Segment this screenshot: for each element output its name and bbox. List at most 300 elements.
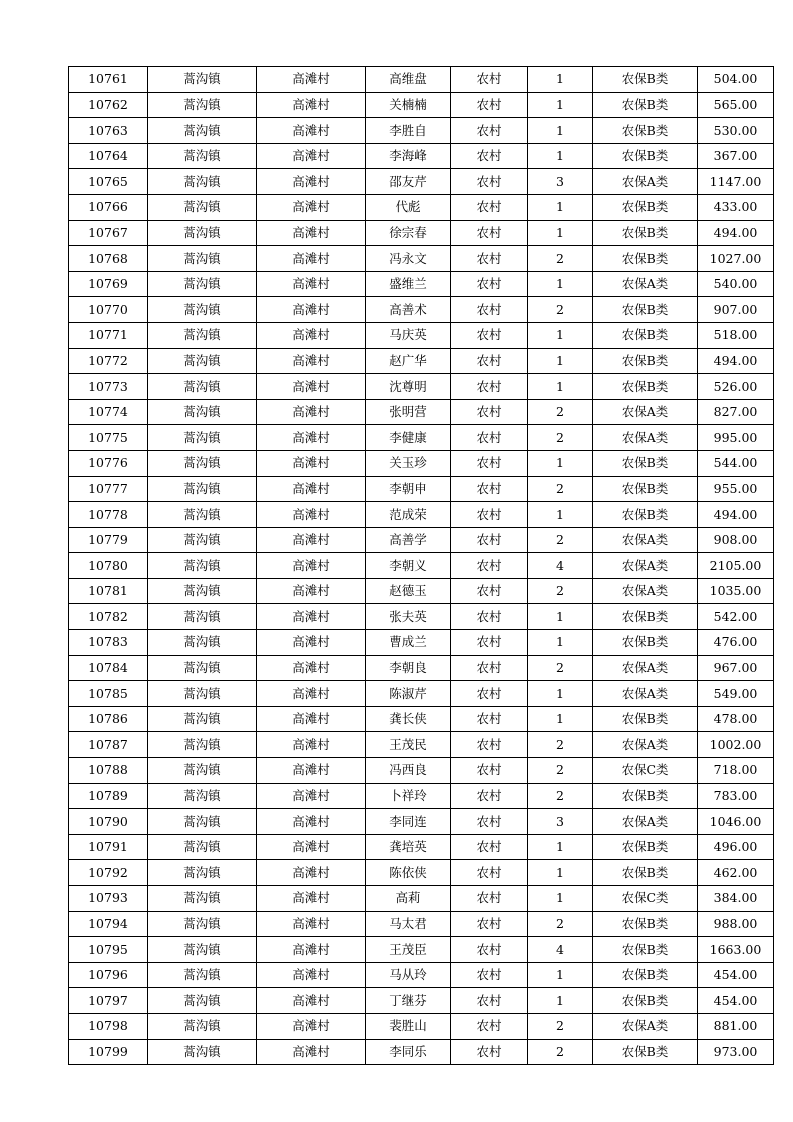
cell-amount: 1002.00 [698,732,774,758]
cell-category: 农保B类 [593,1039,698,1065]
cell-name: 丁继芬 [366,988,451,1014]
cell-amount: 973.00 [698,1039,774,1065]
cell-name: 代彪 [366,194,451,220]
cell-id: 10767 [69,220,148,246]
cell-village: 高滩村 [257,809,366,835]
cell-name: 高莉 [366,886,451,912]
cell-household-type: 农村 [451,706,528,732]
cell-person-count: 2 [528,578,593,604]
cell-amount: 1046.00 [698,809,774,835]
cell-town: 蒿沟镇 [148,937,257,963]
cell-town: 蒿沟镇 [148,502,257,528]
cell-village: 高滩村 [257,399,366,425]
cell-name: 徐宗春 [366,220,451,246]
cell-household-type: 农村 [451,374,528,400]
cell-name: 马庆英 [366,322,451,348]
cell-person-count: 2 [528,399,593,425]
cell-name: 曹成兰 [366,630,451,656]
cell-amount: 504.00 [698,67,774,93]
cell-amount: 540.00 [698,271,774,297]
cell-amount: 494.00 [698,348,774,374]
cell-category: 农保B类 [593,604,698,630]
cell-town: 蒿沟镇 [148,834,257,860]
cell-name: 陈淑芹 [366,681,451,707]
cell-category: 农保A类 [593,271,698,297]
cell-town: 蒿沟镇 [148,630,257,656]
cell-person-count: 1 [528,681,593,707]
cell-amount: 526.00 [698,374,774,400]
cell-category: 农保B类 [593,322,698,348]
cell-person-count: 2 [528,1039,593,1065]
cell-person-count: 1 [528,67,593,93]
cell-category: 农保C类 [593,758,698,784]
cell-village: 高滩村 [257,937,366,963]
cell-household-type: 农村 [451,476,528,502]
cell-town: 蒿沟镇 [148,220,257,246]
cell-name: 张明营 [366,399,451,425]
cell-village: 高滩村 [257,143,366,169]
cell-town: 蒿沟镇 [148,374,257,400]
cell-category: 农保B类 [593,706,698,732]
cell-village: 高滩村 [257,604,366,630]
cell-village: 高滩村 [257,860,366,886]
cell-category: 农保B类 [593,118,698,144]
cell-name: 李胜自 [366,118,451,144]
cell-household-type: 农村 [451,834,528,860]
cell-amount: 476.00 [698,630,774,656]
cell-id: 10776 [69,450,148,476]
cell-category: 农保B类 [593,220,698,246]
cell-person-count: 1 [528,374,593,400]
cell-category: 农保B类 [593,92,698,118]
cell-id: 10769 [69,271,148,297]
cell-town: 蒿沟镇 [148,450,257,476]
cell-town: 蒿沟镇 [148,246,257,272]
cell-town: 蒿沟镇 [148,143,257,169]
table-row [69,1013,774,1039]
table-row [69,399,774,425]
cell-town: 蒿沟镇 [148,169,257,195]
cell-household-type: 农村 [451,527,528,553]
cell-village: 高滩村 [257,220,366,246]
cell-town: 蒿沟镇 [148,348,257,374]
cell-village: 高滩村 [257,886,366,912]
table-row [69,578,774,604]
cell-category: 农保B类 [593,630,698,656]
cell-id: 10783 [69,630,148,656]
cell-household-type: 农村 [451,732,528,758]
table-row [69,374,774,400]
cell-town: 蒿沟镇 [148,1039,257,1065]
cell-name: 李朝义 [366,553,451,579]
cell-category: 农保A类 [593,681,698,707]
cell-household-type: 农村 [451,143,528,169]
cell-category: 农保B类 [593,67,698,93]
table-row [69,809,774,835]
cell-category: 农保A类 [593,809,698,835]
cell-category: 农保B类 [593,476,698,502]
cell-household-type: 农村 [451,578,528,604]
cell-id: 10761 [69,67,148,93]
cell-amount: 881.00 [698,1013,774,1039]
cell-category: 农保A类 [593,553,698,579]
cell-id: 10771 [69,322,148,348]
cell-village: 高滩村 [257,988,366,1014]
cell-household-type: 农村 [451,630,528,656]
cell-name: 李健康 [366,425,451,451]
cell-household-type: 农村 [451,399,528,425]
cell-town: 蒿沟镇 [148,783,257,809]
cell-household-type: 农村 [451,92,528,118]
cell-village: 高滩村 [257,527,366,553]
cell-household-type: 农村 [451,886,528,912]
cell-town: 蒿沟镇 [148,425,257,451]
cell-person-count: 2 [528,297,593,323]
cell-town: 蒿沟镇 [148,322,257,348]
cell-name: 冯西良 [366,758,451,784]
cell-person-count: 1 [528,143,593,169]
cell-name: 裴胜山 [366,1013,451,1039]
cell-household-type: 农村 [451,220,528,246]
cell-category: 农保B类 [593,834,698,860]
cell-household-type: 农村 [451,655,528,681]
cell-village: 高滩村 [257,450,366,476]
cell-town: 蒿沟镇 [148,911,257,937]
table-row [69,1039,774,1065]
cell-town: 蒿沟镇 [148,809,257,835]
cell-town: 蒿沟镇 [148,67,257,93]
cell-village: 高滩村 [257,962,366,988]
cell-name: 王茂臣 [366,937,451,963]
cell-amount: 1027.00 [698,246,774,272]
cell-amount: 908.00 [698,527,774,553]
cell-id: 10785 [69,681,148,707]
cell-amount: 433.00 [698,194,774,220]
cell-person-count: 2 [528,732,593,758]
table-row [69,92,774,118]
cell-household-type: 农村 [451,962,528,988]
cell-id: 10784 [69,655,148,681]
cell-amount: 1663.00 [698,937,774,963]
cell-id: 10781 [69,578,148,604]
cell-name: 高维盘 [366,67,451,93]
table-row [69,860,774,886]
cell-village: 高滩村 [257,655,366,681]
cell-person-count: 1 [528,220,593,246]
cell-amount: 544.00 [698,450,774,476]
cell-name: 王茂民 [366,732,451,758]
cell-category: 农保B类 [593,988,698,1014]
cell-household-type: 农村 [451,1039,528,1065]
cell-id: 10793 [69,886,148,912]
cell-name: 冯永文 [366,246,451,272]
cell-person-count: 1 [528,450,593,476]
table-row [69,604,774,630]
cell-village: 高滩村 [257,322,366,348]
cell-household-type: 农村 [451,118,528,144]
table-row [69,681,774,707]
cell-id: 10794 [69,911,148,937]
cell-person-count: 3 [528,169,593,195]
table-row [69,834,774,860]
table-row [69,348,774,374]
cell-town: 蒿沟镇 [148,194,257,220]
cell-town: 蒿沟镇 [148,271,257,297]
cell-village: 高滩村 [257,758,366,784]
cell-category: 农保A类 [593,732,698,758]
cell-town: 蒿沟镇 [148,706,257,732]
cell-village: 高滩村 [257,911,366,937]
cell-amount: 995.00 [698,425,774,451]
cell-category: 农保B类 [593,783,698,809]
cell-name: 马太君 [366,911,451,937]
table-row [69,655,774,681]
cell-household-type: 农村 [451,809,528,835]
cell-town: 蒿沟镇 [148,399,257,425]
cell-town: 蒿沟镇 [148,118,257,144]
cell-town: 蒿沟镇 [148,886,257,912]
cell-name: 范成荣 [366,502,451,528]
cell-town: 蒿沟镇 [148,1013,257,1039]
cell-person-count: 1 [528,194,593,220]
cell-amount: 542.00 [698,604,774,630]
cell-name: 高善学 [366,527,451,553]
cell-household-type: 农村 [451,271,528,297]
cell-household-type: 农村 [451,67,528,93]
cell-town: 蒿沟镇 [148,527,257,553]
cell-name: 邵友芹 [366,169,451,195]
cell-person-count: 2 [528,527,593,553]
table-row [69,67,774,93]
cell-town: 蒿沟镇 [148,860,257,886]
cell-person-count: 1 [528,604,593,630]
cell-village: 高滩村 [257,246,366,272]
cell-amount: 827.00 [698,399,774,425]
cell-town: 蒿沟镇 [148,297,257,323]
cell-category: 农保B类 [593,502,698,528]
cell-town: 蒿沟镇 [148,681,257,707]
cell-person-count: 1 [528,348,593,374]
table-row [69,911,774,937]
subsidy-table [68,66,774,1065]
cell-village: 高滩村 [257,553,366,579]
cell-amount: 367.00 [698,143,774,169]
cell-village: 高滩村 [257,425,366,451]
table-row [69,322,774,348]
cell-name: 卜祥玲 [366,783,451,809]
cell-category: 农保B类 [593,143,698,169]
cell-amount: 478.00 [698,706,774,732]
cell-town: 蒿沟镇 [148,988,257,1014]
cell-name: 高善术 [366,297,451,323]
cell-person-count: 3 [528,809,593,835]
cell-name: 沈尊明 [366,374,451,400]
cell-person-count: 2 [528,1013,593,1039]
cell-category: 农保A类 [593,527,698,553]
table-row [69,450,774,476]
cell-id: 10775 [69,425,148,451]
cell-person-count: 1 [528,322,593,348]
cell-amount: 530.00 [698,118,774,144]
cell-category: 农保A类 [593,169,698,195]
cell-village: 高滩村 [257,783,366,809]
cell-household-type: 农村 [451,911,528,937]
cell-village: 高滩村 [257,92,366,118]
table-row [69,246,774,272]
cell-village: 高滩村 [257,502,366,528]
cell-person-count: 1 [528,834,593,860]
cell-person-count: 2 [528,655,593,681]
cell-category: 农保A类 [593,655,698,681]
cell-id: 10770 [69,297,148,323]
cell-id: 10773 [69,374,148,400]
cell-name: 盛维兰 [366,271,451,297]
cell-category: 农保B类 [593,246,698,272]
cell-household-type: 农村 [451,297,528,323]
cell-category: 农保B类 [593,348,698,374]
cell-id: 10796 [69,962,148,988]
cell-name: 李同连 [366,809,451,835]
cell-id: 10787 [69,732,148,758]
cell-name: 马从玲 [366,962,451,988]
cell-amount: 967.00 [698,655,774,681]
cell-household-type: 农村 [451,860,528,886]
table-row [69,758,774,784]
cell-id: 10772 [69,348,148,374]
cell-person-count: 1 [528,630,593,656]
table-row [69,886,774,912]
cell-amount: 462.00 [698,860,774,886]
cell-amount: 494.00 [698,220,774,246]
cell-id: 10780 [69,553,148,579]
cell-village: 高滩村 [257,169,366,195]
cell-category: 农保A类 [593,1013,698,1039]
cell-id: 10792 [69,860,148,886]
cell-name: 李海峰 [366,143,451,169]
cell-town: 蒿沟镇 [148,655,257,681]
cell-category: 农保B类 [593,937,698,963]
cell-name: 李朝良 [366,655,451,681]
cell-category: 农保B类 [593,450,698,476]
cell-person-count: 1 [528,860,593,886]
cell-id: 10788 [69,758,148,784]
cell-id: 10762 [69,92,148,118]
cell-amount: 1147.00 [698,169,774,195]
cell-amount: 565.00 [698,92,774,118]
cell-village: 高滩村 [257,1039,366,1065]
cell-id: 10797 [69,988,148,1014]
table-row [69,553,774,579]
cell-id: 10790 [69,809,148,835]
cell-id: 10782 [69,604,148,630]
cell-village: 高滩村 [257,194,366,220]
cell-amount: 907.00 [698,297,774,323]
table-row [69,783,774,809]
cell-person-count: 1 [528,706,593,732]
table-row [69,732,774,758]
cell-town: 蒿沟镇 [148,732,257,758]
cell-village: 高滩村 [257,67,366,93]
cell-town: 蒿沟镇 [148,604,257,630]
table-row [69,297,774,323]
cell-category: 农保B类 [593,194,698,220]
cell-household-type: 农村 [451,681,528,707]
cell-amount: 988.00 [698,911,774,937]
cell-category: 农保B类 [593,297,698,323]
cell-person-count: 1 [528,502,593,528]
cell-town: 蒿沟镇 [148,758,257,784]
cell-amount: 496.00 [698,834,774,860]
cell-id: 10763 [69,118,148,144]
cell-amount: 454.00 [698,988,774,1014]
cell-id: 10786 [69,706,148,732]
cell-person-count: 1 [528,988,593,1014]
cell-person-count: 1 [528,92,593,118]
cell-village: 高滩村 [257,681,366,707]
cell-name: 赵德玉 [366,578,451,604]
cell-amount: 454.00 [698,962,774,988]
cell-name: 龚培英 [366,834,451,860]
cell-household-type: 农村 [451,348,528,374]
table-row [69,988,774,1014]
cell-household-type: 农村 [451,502,528,528]
cell-amount: 2105.00 [698,553,774,579]
cell-id: 10764 [69,143,148,169]
cell-person-count: 1 [528,962,593,988]
cell-person-count: 1 [528,118,593,144]
cell-village: 高滩村 [257,834,366,860]
table-body [69,67,774,1065]
cell-name: 李同乐 [366,1039,451,1065]
cell-person-count: 2 [528,911,593,937]
cell-id: 10799 [69,1039,148,1065]
cell-village: 高滩村 [257,630,366,656]
table-row [69,118,774,144]
cell-name: 张夫英 [366,604,451,630]
cell-amount: 518.00 [698,322,774,348]
cell-amount: 955.00 [698,476,774,502]
table-row [69,937,774,963]
cell-id: 10768 [69,246,148,272]
cell-amount: 1035.00 [698,578,774,604]
cell-category: 农保A类 [593,399,698,425]
cell-id: 10765 [69,169,148,195]
cell-category: 农保B类 [593,374,698,400]
cell-name: 龚长侠 [366,706,451,732]
cell-name: 赵广华 [366,348,451,374]
cell-household-type: 农村 [451,450,528,476]
cell-category: 农保B类 [593,911,698,937]
table-row [69,502,774,528]
cell-person-count: 4 [528,937,593,963]
cell-name: 陈依侠 [366,860,451,886]
table-row [69,143,774,169]
cell-id: 10798 [69,1013,148,1039]
cell-town: 蒿沟镇 [148,962,257,988]
cell-household-type: 农村 [451,988,528,1014]
cell-name: 李朝申 [366,476,451,502]
cell-person-count: 2 [528,476,593,502]
cell-id: 10774 [69,399,148,425]
cell-name: 关玉珍 [366,450,451,476]
cell-person-count: 2 [528,783,593,809]
cell-amount: 549.00 [698,681,774,707]
cell-person-count: 1 [528,886,593,912]
cell-name: 关楠楠 [366,92,451,118]
cell-town: 蒿沟镇 [148,578,257,604]
cell-id: 10777 [69,476,148,502]
table-row [69,527,774,553]
